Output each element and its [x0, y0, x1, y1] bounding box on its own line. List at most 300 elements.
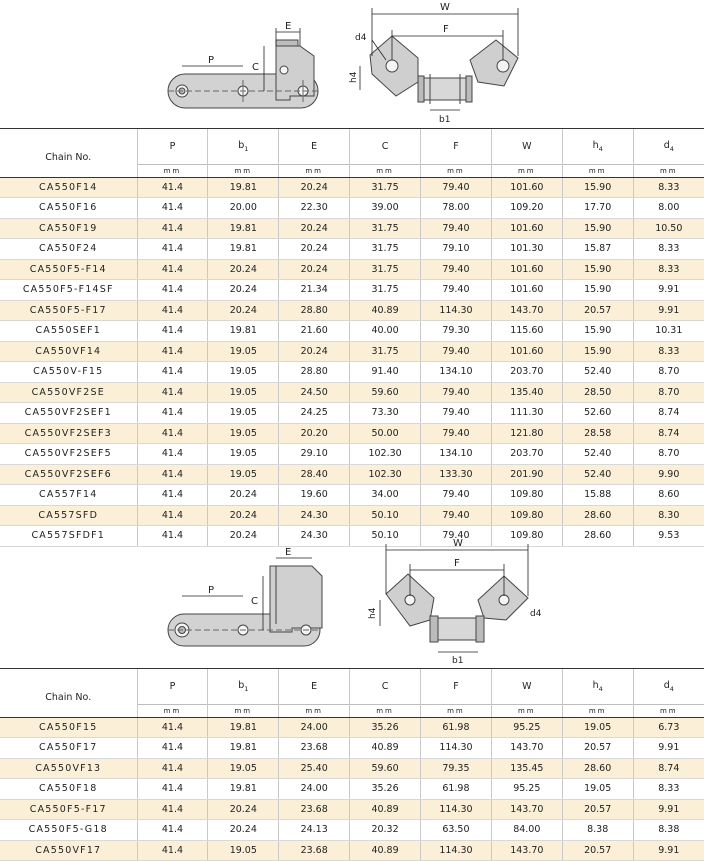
value-cell: 41.4 [137, 259, 208, 280]
column-header [491, 669, 562, 705]
value-cell: 203.70 [491, 362, 562, 383]
value-cell: 29.10 [279, 444, 350, 465]
value-cell: 79.10 [421, 239, 492, 260]
label-d4-2: d4 [530, 609, 542, 619]
table-row [0, 505, 704, 526]
table-row [0, 259, 704, 280]
column-header [421, 129, 492, 165]
label-h4: h4 [349, 71, 359, 83]
value-cell: 41.4 [137, 485, 208, 506]
value-cell: 8.70 [633, 362, 704, 383]
value-cell: 19.81 [208, 717, 279, 738]
column-header-label: h [592, 139, 599, 151]
value-cell: 40.00 [350, 321, 421, 342]
chain-number-cell: CA550F5-F14 [0, 259, 137, 280]
value-cell: 19.05 [562, 717, 633, 738]
unit-spacer [0, 164, 137, 177]
unit-cell: mm [137, 164, 208, 177]
value-cell: 31.75 [350, 177, 421, 198]
column-header [633, 129, 704, 165]
value-cell: 23.68 [279, 840, 350, 861]
value-cell: 20.00 [208, 198, 279, 219]
value-cell: 41.4 [137, 758, 208, 779]
value-cell: 28.40 [279, 464, 350, 485]
column-header-label: h [592, 679, 599, 691]
value-cell: 9.90 [633, 464, 704, 485]
value-cell: 41.4 [137, 444, 208, 465]
value-cell: 41.4 [137, 799, 208, 820]
value-cell: 79.30 [421, 321, 492, 342]
value-cell: 41.4 [137, 239, 208, 260]
chain-number-cell: CA550F18 [0, 779, 137, 800]
value-cell: 40.89 [350, 738, 421, 759]
table-row [0, 403, 704, 424]
value-cell: 24.30 [279, 526, 350, 547]
value-cell: 101.60 [491, 218, 562, 239]
value-cell: 8.38 [633, 820, 704, 841]
value-cell: 8.74 [633, 758, 704, 779]
value-cell: 41.4 [137, 526, 208, 547]
value-cell: 20.24 [279, 341, 350, 362]
table-body-1 [0, 177, 704, 546]
unit-cell: mm [491, 164, 562, 177]
value-cell: 8.33 [633, 341, 704, 362]
value-cell: 41.4 [137, 382, 208, 403]
column-header-subscript: 4 [669, 684, 674, 693]
value-cell: 121.80 [491, 423, 562, 444]
value-cell: 20.20 [279, 423, 350, 444]
value-cell: 40.89 [350, 300, 421, 321]
value-cell: 21.34 [279, 280, 350, 301]
value-cell: 8.74 [633, 423, 704, 444]
value-cell: 91.40 [350, 362, 421, 383]
column-header [421, 669, 492, 705]
value-cell: 41.4 [137, 423, 208, 444]
table-row [0, 362, 704, 383]
value-cell: 15.90 [562, 177, 633, 198]
value-cell: 19.81 [208, 321, 279, 342]
value-cell: 23.68 [279, 799, 350, 820]
label-c-2: C [251, 596, 258, 607]
value-cell: 20.24 [279, 177, 350, 198]
value-cell: 8.70 [633, 382, 704, 403]
unit-cell: mm [562, 704, 633, 717]
value-cell: 24.50 [279, 382, 350, 403]
column-header-label: W [522, 680, 532, 692]
side-view [168, 40, 318, 108]
column-header-label: b [238, 139, 245, 151]
chain-number-cell: CA550F19 [0, 218, 137, 239]
value-cell: 19.05 [208, 382, 279, 403]
value-cell: 135.45 [491, 758, 562, 779]
label-w-2: W [453, 538, 463, 549]
value-cell: 78.00 [421, 198, 492, 219]
value-cell: 19.05 [208, 403, 279, 424]
column-header-label: d [663, 139, 670, 151]
unit-spacer [0, 704, 137, 717]
value-cell: 35.26 [350, 779, 421, 800]
chain-number-cell: CA550F5-G18 [0, 820, 137, 841]
value-cell: 9.53 [633, 526, 704, 547]
chain-number-cell: CA557SFDF1 [0, 526, 137, 547]
value-cell: 31.75 [350, 259, 421, 280]
value-cell: 109.20 [491, 198, 562, 219]
value-cell: 79.40 [421, 423, 492, 444]
value-cell: 31.75 [350, 239, 421, 260]
label-b1: b1 [439, 115, 451, 125]
value-cell: 101.60 [491, 280, 562, 301]
column-header-subscript: 4 [669, 144, 674, 153]
value-cell: 31.75 [350, 280, 421, 301]
value-cell: 8.38 [562, 820, 633, 841]
column-header-subscript: 4 [598, 144, 603, 153]
value-cell: 15.90 [562, 341, 633, 362]
value-cell: 203.70 [491, 444, 562, 465]
value-cell: 102.30 [350, 464, 421, 485]
value-cell: 10.31 [633, 321, 704, 342]
side-view-2 [168, 566, 322, 646]
value-cell: 24.00 [279, 717, 350, 738]
table-row [0, 423, 704, 444]
table-row [0, 840, 704, 861]
label-c: C [252, 62, 259, 73]
value-cell: 9.91 [633, 280, 704, 301]
value-cell: 25.40 [279, 758, 350, 779]
unit-cell: mm [421, 164, 492, 177]
chain-number-cell: CA557SFD [0, 505, 137, 526]
chain-number-cell: CA550F15 [0, 717, 137, 738]
value-cell: 59.60 [350, 382, 421, 403]
value-cell: 20.24 [208, 526, 279, 547]
label-w: W [440, 2, 450, 13]
label-e: E [285, 21, 292, 32]
header-chain-no: Chain No. [0, 129, 137, 165]
table-row [0, 341, 704, 362]
value-cell: 201.90 [491, 464, 562, 485]
value-cell: 20.57 [562, 799, 633, 820]
value-cell: 10.50 [633, 218, 704, 239]
value-cell: 8.33 [633, 177, 704, 198]
chain-number-cell: CA550VF17 [0, 840, 137, 861]
value-cell: 19.05 [208, 444, 279, 465]
label-f-2: F [454, 558, 460, 569]
value-cell: 101.60 [491, 341, 562, 362]
chain-number-cell: CA550F24 [0, 239, 137, 260]
value-cell: 34.00 [350, 485, 421, 506]
value-cell: 41.4 [137, 505, 208, 526]
column-header-subscript: 1 [244, 144, 249, 153]
value-cell: 109.80 [491, 526, 562, 547]
column-header-label: F [453, 140, 459, 152]
value-cell: 109.80 [491, 485, 562, 506]
value-cell: 20.24 [279, 218, 350, 239]
value-cell: 79.40 [421, 505, 492, 526]
table-row [0, 799, 704, 820]
value-cell: 19.05 [208, 464, 279, 485]
value-cell: 19.05 [208, 362, 279, 383]
value-cell: 134.10 [421, 362, 492, 383]
column-header-label: P [169, 680, 176, 692]
value-cell: 41.4 [137, 300, 208, 321]
value-cell: 23.68 [279, 738, 350, 759]
unit-cell: mm [208, 164, 279, 177]
table-row [0, 820, 704, 841]
unit-cell: mm [633, 164, 704, 177]
value-cell: 15.90 [562, 321, 633, 342]
value-cell: 19.81 [208, 738, 279, 759]
value-cell: 143.70 [491, 300, 562, 321]
column-header [562, 669, 633, 705]
value-cell: 24.25 [279, 403, 350, 424]
value-cell: 28.60 [562, 758, 633, 779]
column-header-subscript: 1 [244, 684, 249, 693]
table-row [0, 321, 704, 342]
value-cell: 102.30 [350, 444, 421, 465]
value-cell: 52.60 [562, 403, 633, 424]
table-header-row [0, 129, 704, 165]
value-cell: 79.40 [421, 382, 492, 403]
value-cell: 41.4 [137, 177, 208, 198]
chain-number-cell: CA550V-F15 [0, 362, 137, 383]
value-cell: 9.91 [633, 300, 704, 321]
table-row [0, 485, 704, 506]
value-cell: 41.4 [137, 820, 208, 841]
column-header [562, 129, 633, 165]
value-cell: 19.05 [208, 423, 279, 444]
table-row [0, 717, 704, 738]
value-cell: 61.98 [421, 717, 492, 738]
unit-cell: mm [279, 704, 350, 717]
value-cell: 73.30 [350, 403, 421, 424]
value-cell: 20.24 [279, 259, 350, 280]
column-header-label: P [169, 140, 176, 152]
column-header [350, 669, 421, 705]
value-cell: 79.40 [421, 526, 492, 547]
label-h4-2: h4 [368, 607, 378, 619]
value-cell: 15.87 [562, 239, 633, 260]
label-p-2: P [208, 585, 215, 596]
unit-cell: mm [208, 704, 279, 717]
unit-cell: mm [350, 704, 421, 717]
column-header-label: E [311, 680, 318, 692]
value-cell: 6.73 [633, 717, 704, 738]
value-cell: 109.80 [491, 505, 562, 526]
value-cell: 101.60 [491, 177, 562, 198]
value-cell: 115.60 [491, 321, 562, 342]
table-row [0, 779, 704, 800]
value-cell: 50.10 [350, 526, 421, 547]
value-cell: 35.26 [350, 717, 421, 738]
value-cell: 20.24 [208, 259, 279, 280]
value-cell: 52.40 [562, 362, 633, 383]
table-unit-row [0, 704, 704, 717]
value-cell: 20.57 [562, 840, 633, 861]
chain-number-cell: CA550F5-F17 [0, 300, 137, 321]
value-cell: 41.4 [137, 738, 208, 759]
value-cell: 15.90 [562, 218, 633, 239]
table-row [0, 758, 704, 779]
table-row [0, 280, 704, 301]
table-row [0, 177, 704, 198]
value-cell: 143.70 [491, 738, 562, 759]
value-cell: 28.50 [562, 382, 633, 403]
value-cell: 59.60 [350, 758, 421, 779]
value-cell: 114.30 [421, 300, 492, 321]
value-cell: 41.4 [137, 717, 208, 738]
chain-number-cell: CA550VF2SE [0, 382, 137, 403]
value-cell: 20.24 [208, 820, 279, 841]
table-body-2 [0, 717, 704, 861]
value-cell: 134.10 [421, 444, 492, 465]
value-cell: 41.4 [137, 362, 208, 383]
column-header [279, 669, 350, 705]
value-cell: 79.40 [421, 218, 492, 239]
value-cell: 20.24 [208, 300, 279, 321]
unit-cell: mm [491, 704, 562, 717]
unit-cell: mm [562, 164, 633, 177]
chain-number-cell: CA550F14 [0, 177, 137, 198]
value-cell: 41.4 [137, 280, 208, 301]
spec-table-2 [0, 668, 704, 861]
value-cell: 133.30 [421, 464, 492, 485]
value-cell: 19.81 [208, 239, 279, 260]
column-header [137, 129, 208, 165]
column-header-subscript: 4 [598, 684, 603, 693]
column-header [208, 669, 279, 705]
column-header [350, 129, 421, 165]
unit-cell: mm [421, 704, 492, 717]
label-e-2: E [285, 547, 292, 558]
value-cell: 28.80 [279, 362, 350, 383]
value-cell: 95.25 [491, 779, 562, 800]
chain-number-cell: CA550F5-F14SF [0, 280, 137, 301]
column-header [279, 129, 350, 165]
column-header-label: C [381, 140, 389, 152]
value-cell: 28.58 [562, 423, 633, 444]
column-header-label: C [381, 680, 389, 692]
value-cell: 19.81 [208, 779, 279, 800]
table-row [0, 444, 704, 465]
value-cell: 114.30 [421, 738, 492, 759]
value-cell: 114.30 [421, 840, 492, 861]
chain-number-cell: CA550SEF1 [0, 321, 137, 342]
column-header-label: b [238, 679, 245, 691]
value-cell: 52.40 [562, 444, 633, 465]
table-row [0, 218, 704, 239]
value-cell: 19.05 [562, 779, 633, 800]
value-cell: 8.74 [633, 403, 704, 424]
value-cell: 19.05 [208, 758, 279, 779]
value-cell: 24.00 [279, 779, 350, 800]
value-cell: 79.40 [421, 485, 492, 506]
diagram-top [0, 0, 704, 128]
value-cell: 19.60 [279, 485, 350, 506]
value-cell: 143.70 [491, 840, 562, 861]
value-cell: 24.13 [279, 820, 350, 841]
value-cell: 40.89 [350, 799, 421, 820]
chain-number-cell: CA550VF2SEF3 [0, 423, 137, 444]
label-f: F [443, 24, 449, 35]
table-row [0, 738, 704, 759]
value-cell: 101.30 [491, 239, 562, 260]
value-cell: 9.91 [633, 799, 704, 820]
value-cell: 31.75 [350, 341, 421, 362]
chain-attachment-drawing-1 [0, 0, 704, 128]
value-cell: 95.25 [491, 717, 562, 738]
value-cell: 20.57 [562, 300, 633, 321]
table-row [0, 464, 704, 485]
unit-cell: mm [633, 704, 704, 717]
unit-cell: mm [137, 704, 208, 717]
value-cell: 20.57 [562, 738, 633, 759]
chain-attachment-drawing-2 [0, 536, 704, 668]
value-cell: 101.60 [491, 259, 562, 280]
value-cell: 20.24 [279, 239, 350, 260]
value-cell: 8.60 [633, 485, 704, 506]
table-header-row [0, 669, 704, 705]
value-cell: 9.91 [633, 738, 704, 759]
header-chain-no: Chain No. [0, 669, 137, 705]
value-cell: 21.60 [279, 321, 350, 342]
chain-number-cell: CA557F14 [0, 485, 137, 506]
label-p: P [208, 55, 215, 66]
value-cell: 8.30 [633, 505, 704, 526]
value-cell: 135.40 [491, 382, 562, 403]
value-cell: 61.98 [421, 779, 492, 800]
value-cell: 79.35 [421, 758, 492, 779]
label-d4: d4 [355, 33, 367, 43]
value-cell: 41.4 [137, 218, 208, 239]
value-cell: 28.60 [562, 526, 633, 547]
value-cell: 41.4 [137, 198, 208, 219]
chain-number-cell: CA550VF13 [0, 758, 137, 779]
table-unit-row [0, 164, 704, 177]
value-cell: 20.24 [208, 799, 279, 820]
value-cell: 20.24 [208, 280, 279, 301]
value-cell: 143.70 [491, 799, 562, 820]
value-cell: 111.30 [491, 403, 562, 424]
value-cell: 79.40 [421, 403, 492, 424]
value-cell: 15.88 [562, 485, 633, 506]
value-cell: 41.4 [137, 840, 208, 861]
value-cell: 9.91 [633, 840, 704, 861]
value-cell: 20.24 [208, 485, 279, 506]
front-view-2 [386, 574, 528, 642]
value-cell: 24.30 [279, 505, 350, 526]
value-cell: 8.00 [633, 198, 704, 219]
value-cell: 41.4 [137, 321, 208, 342]
chain-number-cell: CA550F17 [0, 738, 137, 759]
value-cell: 63.50 [421, 820, 492, 841]
chain-number-cell: CA550F16 [0, 198, 137, 219]
value-cell: 8.33 [633, 779, 704, 800]
column-header [208, 129, 279, 165]
value-cell: 19.05 [208, 341, 279, 362]
value-cell: 40.89 [350, 840, 421, 861]
chain-number-cell: CA550F5-F17 [0, 799, 137, 820]
value-cell: 28.80 [279, 300, 350, 321]
value-cell: 8.33 [633, 239, 704, 260]
column-header-label: F [453, 680, 459, 692]
chain-number-cell: CA550VF2SEF1 [0, 403, 137, 424]
value-cell: 79.40 [421, 177, 492, 198]
value-cell: 50.00 [350, 423, 421, 444]
value-cell: 50.10 [350, 505, 421, 526]
value-cell: 8.70 [633, 444, 704, 465]
value-cell: 79.40 [421, 341, 492, 362]
value-cell: 19.81 [208, 177, 279, 198]
value-cell: 31.75 [350, 218, 421, 239]
